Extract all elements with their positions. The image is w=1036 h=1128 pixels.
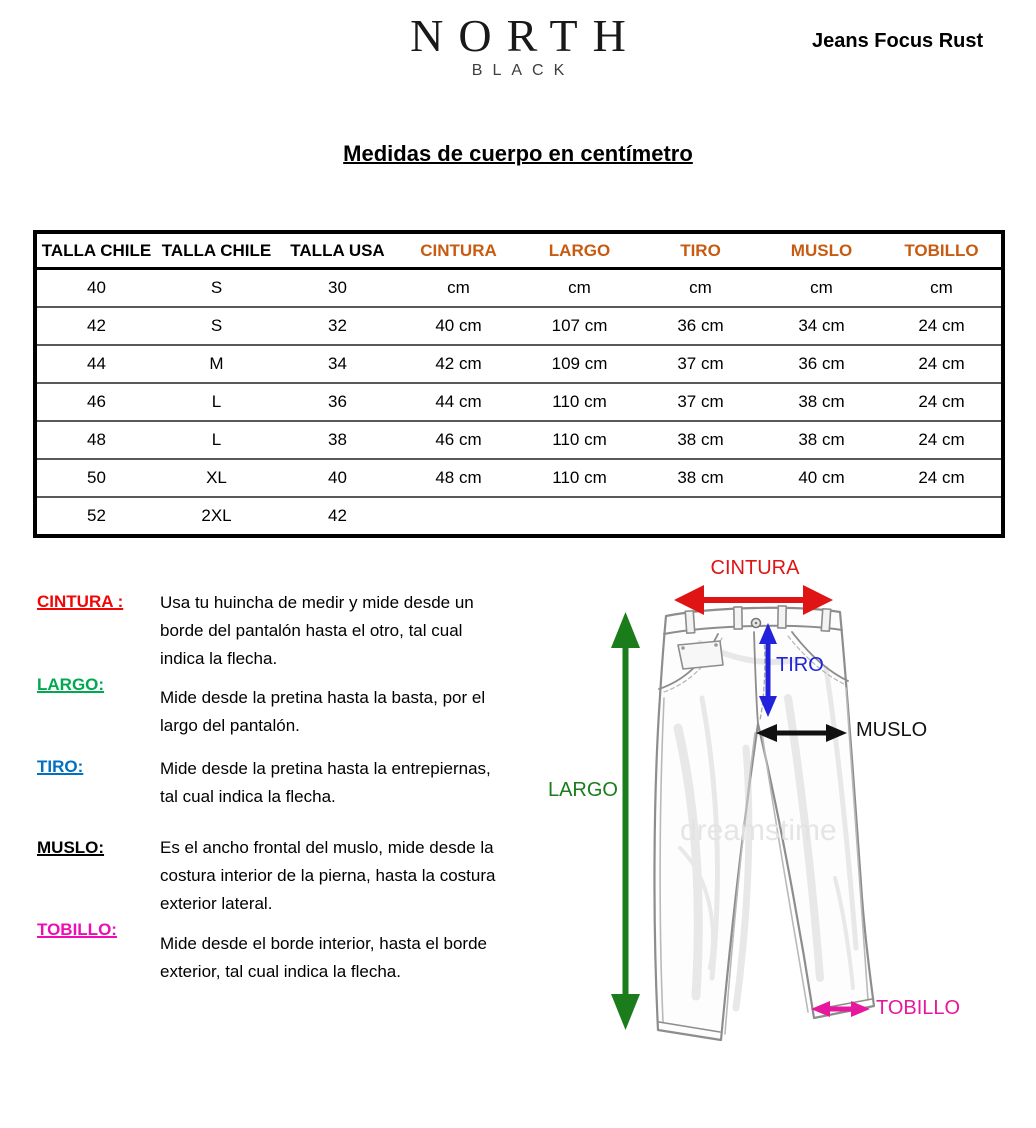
table-row (35, 497, 1003, 536)
table-cell: 50 (35, 459, 156, 497)
table-cell: 52 (87, 506, 106, 525)
table-cell: 110 cm (519, 383, 640, 421)
table-cell: 42 (328, 506, 347, 525)
table-cell: 24 cm (882, 383, 1003, 421)
table-cell: 44 cm (398, 383, 519, 421)
definition-line: Es el ancho frontal del muslo, mide desde la (160, 838, 494, 857)
table-cell: cm (640, 269, 761, 308)
table-row (35, 269, 1003, 308)
definition-text-largo (160, 684, 530, 740)
largo-measure-arrow-icon (611, 612, 640, 1030)
column-header: TIRO (640, 232, 761, 269)
table-cell: 37 cm (640, 383, 761, 421)
definition-text-tobillo (160, 930, 530, 986)
table-row (35, 307, 1003, 345)
table-cell: cm (882, 269, 1003, 308)
table-cell: L (156, 421, 277, 459)
diagram-label-tiro: TIRO (776, 654, 824, 676)
definition-term-cintura: CINTURA : (37, 592, 124, 611)
definition-term-tiro: TIRO: (37, 757, 84, 776)
definition-line: Usa tu huincha de medir y mide desde un (160, 593, 474, 612)
definition-term-tobillo: TOBILLO: (37, 920, 117, 939)
diagram-label-largo: LARGO (547, 779, 618, 801)
table-cell: 36 cm (761, 345, 882, 383)
definition-line: exterior lateral. (160, 894, 273, 913)
definition-line: exterior, tal cual indica la flecha. (160, 962, 401, 981)
table-cell: 24 cm (882, 421, 1003, 459)
table-cell: 46 (35, 383, 156, 421)
table-cell: 44 (35, 345, 156, 383)
column-header: TALLA USA (277, 232, 398, 269)
table-cell: 48 cm (398, 459, 519, 497)
table-cell: 40 (277, 459, 398, 497)
definition-line: Mide desde la pretina hasta la entrepiernas, (160, 759, 491, 778)
table-cell: cm (519, 269, 640, 308)
table-cell: 32 (277, 307, 398, 345)
product-name: Jeans Focus Rust (812, 30, 984, 52)
table-cell: 40 cm (398, 307, 519, 345)
table-cell: 38 cm (761, 421, 882, 459)
size-table (33, 230, 1005, 538)
definition-line: Mide desde el borde interior, hasta el borde (160, 934, 487, 953)
definition-line: largo del pantalón. (160, 716, 300, 735)
table-cell: 30 (277, 269, 398, 308)
table-cell: 38 cm (640, 421, 761, 459)
table-cell: 110 cm (519, 421, 640, 459)
table-cell: 109 cm (519, 345, 640, 383)
table-row (35, 383, 1003, 421)
definition-text-tiro (160, 755, 530, 811)
definition-term-largo: LARGO: (37, 675, 105, 694)
column-header: LARGO (519, 232, 640, 269)
table-cell: 34 (277, 345, 398, 383)
watermark-text: dreamstime (680, 814, 837, 847)
size-table-header (35, 232, 1003, 269)
table-cell (640, 497, 761, 536)
diagram-label-cintura: CINTURA (710, 557, 800, 579)
table-row (35, 459, 1003, 497)
table-cell (761, 497, 882, 536)
column-header: TALLA CHILE (156, 232, 277, 269)
table-cell: 42 cm (398, 345, 519, 383)
definition-term-muslo: MUSLO: (37, 838, 105, 857)
table-row (35, 421, 1003, 459)
definition-text-muslo (160, 834, 530, 918)
diagram-label-muslo: MUSLO (856, 719, 928, 741)
diagram-label-tobillo: TOBILLO (876, 997, 961, 1019)
brand-logo-line1: NORTH (410, 10, 641, 61)
table-cell: L (156, 383, 277, 421)
table-cell: 24 cm (882, 307, 1003, 345)
definition-line: borde del pantalón hasta el otro, tal cual (160, 621, 463, 640)
table-cell: XL (156, 459, 277, 497)
table-cell: S (156, 269, 277, 308)
table-cell: 34 cm (761, 307, 882, 345)
table-cell: 36 (277, 383, 398, 421)
table-cell: 42 (35, 307, 156, 345)
table-cell: 40 (35, 269, 156, 308)
table-cell (398, 497, 519, 536)
table-cell (882, 497, 1003, 536)
table-cell: 110 cm (519, 459, 640, 497)
table-cell: 2XL (201, 506, 232, 525)
definition-text-cintura (160, 589, 530, 673)
table-cell: cm (398, 269, 519, 308)
table-cell: 38 cm (640, 459, 761, 497)
brand-logo-line2: BLACK (471, 62, 575, 79)
table-cell: M (156, 345, 277, 383)
table-row (35, 345, 1003, 383)
table-cell: 38 cm (761, 383, 882, 421)
table-cell: 46 cm (398, 421, 519, 459)
column-header: TALLA CHILE (35, 232, 156, 269)
table-cell: 24 cm (882, 345, 1003, 383)
table-cell: 37 cm (640, 345, 761, 383)
table-cell: 40 cm (761, 459, 882, 497)
definition-line: costura interior de la pierna, hasta la costura (160, 866, 496, 885)
table-cell: 24 cm (882, 459, 1003, 497)
page-title: Medidas de cuerpo en centímetro (343, 141, 693, 166)
column-header: MUSLO (761, 232, 882, 269)
table-cell: S (156, 307, 277, 345)
table-cell: 107 cm (519, 307, 640, 345)
jeans-sketch (654, 606, 874, 1040)
jeans-measurement-diagram (550, 548, 1020, 1063)
table-cell (519, 497, 640, 536)
column-header: TOBILLO (882, 232, 1003, 269)
table-cell: 38 (277, 421, 398, 459)
table-cell: 36 cm (640, 307, 761, 345)
size-table-body (35, 269, 1003, 537)
table-cell: cm (761, 269, 882, 308)
column-header: CINTURA (398, 232, 519, 269)
definition-line: Mide desde la pretina hasta la basta, por el (160, 688, 486, 707)
table-cell: 48 (35, 421, 156, 459)
definition-line: tal cual indica la flecha. (160, 787, 336, 806)
definition-line: indica la flecha. (160, 649, 278, 668)
